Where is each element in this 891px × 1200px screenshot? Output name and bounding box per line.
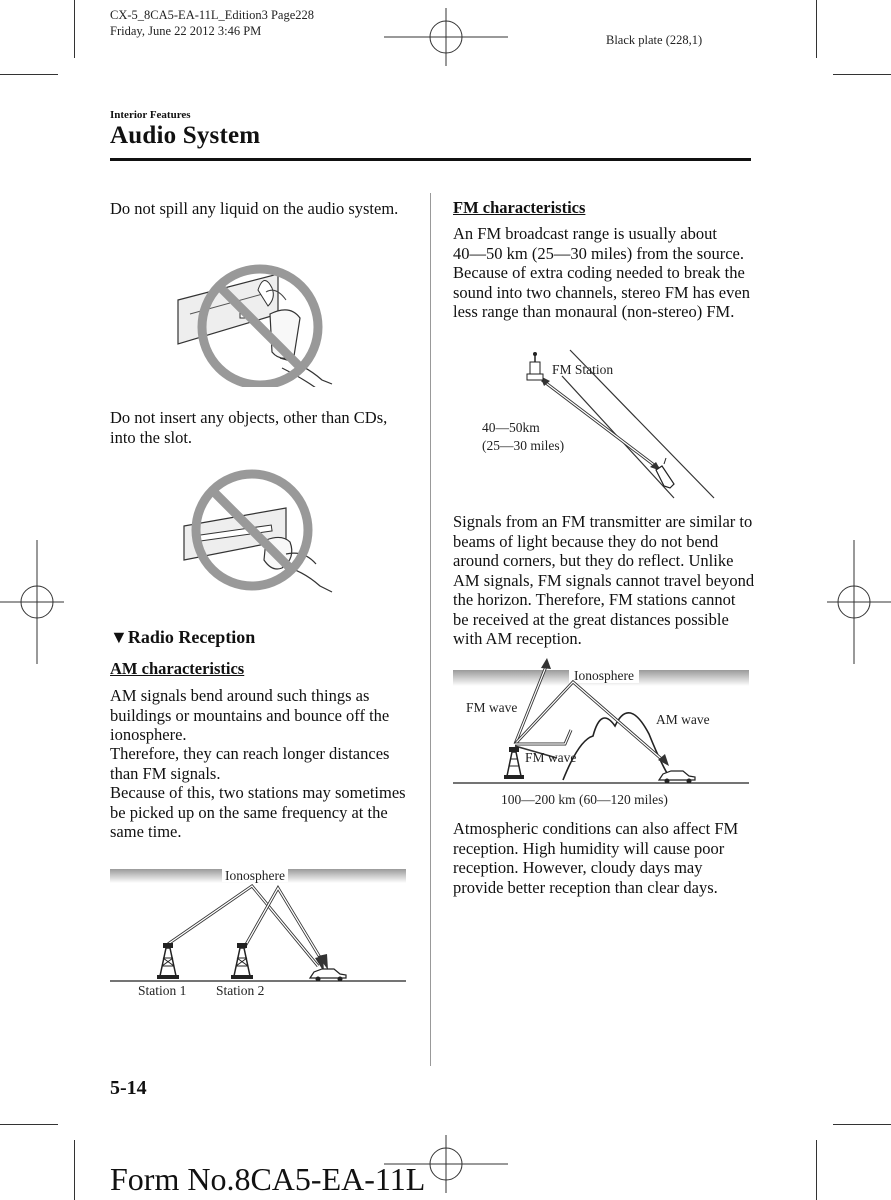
am-paragraph-1: AM signals bend around such things as buildings or mountains and bounce off the ionosphere. [110, 686, 390, 744]
range-miles-label: (25—30 miles) [482, 438, 565, 453]
caution-no-objects: Do not insert any objects, other than CDs, into the slot. [110, 408, 388, 447]
fm-am-wave-figure [453, 654, 749, 810]
fm-paragraph-3: Atmospheric conditions can also affect FM reception. High humidity will cause poor reception. However, cloudy days may provide better reception than clear days. [453, 819, 739, 897]
am-paragraph-3: Because of this, two stations may sometimes be picked up on the same frequency at the same time. [110, 783, 406, 841]
fm-paragraph-1: An FM broadcast range is usually about 40―50 km (25―30 miles) from the source. Because of extra coding needed to break the sound into two channels, stereo FM has even less range than monaural (non-stereo) FM. [453, 224, 750, 321]
tower-icon [157, 943, 179, 979]
fm-range-figure [478, 346, 718, 502]
triangle-down-icon: ▼ [110, 627, 128, 647]
form-number: Form No.8CA5-EA-11L [110, 1161, 426, 1197]
car-icon [310, 969, 346, 982]
title-rule [110, 158, 751, 161]
distance-label: 100—200 km (60—120 miles) [501, 792, 668, 807]
crop-mark [833, 74, 891, 75]
no-objects-illustration [178, 468, 340, 596]
registration-mark-icon [0, 540, 64, 664]
crop-mark [74, 0, 75, 58]
station2-label: Station 2 [216, 983, 265, 998]
crop-mark [0, 74, 58, 75]
fm-characteristics-heading: FM characteristics [453, 198, 586, 217]
page-title: Audio System [110, 122, 261, 149]
crop-mark [74, 1140, 75, 1200]
range-km-label: 40—50km [482, 420, 540, 435]
print-date-line: Friday, June 22 2012 3:46 PM [110, 24, 262, 38]
am-wave-label: AM wave [656, 712, 710, 727]
fm-wave-bottom-label: FM wave [525, 750, 577, 765]
print-file-line: CX-5_8CA5-EA-11L_Edition3 Page228 [110, 8, 315, 22]
caution-no-liquid: Do not spill any liquid on the audio system. [110, 199, 399, 218]
car-icon [656, 458, 674, 488]
crop-mark [816, 1140, 817, 1200]
tower-icon [504, 747, 524, 779]
no-liquid-illustration [170, 262, 340, 387]
fm-paragraph-2: Signals from an FM transmitter are similar to beams of light because they do not bend around corners, but they do reflect. Unlike AM signals, FM signals cannot travel beyond the horizon. Therefore, FM stations cannot be received at the great distances possible with AM reception. [453, 512, 755, 648]
fm-station-label: FM Station [552, 362, 614, 377]
station1-label: Station 1 [138, 983, 187, 998]
am-paragraph-2: Therefore, they can reach longer distances than FM signals. [110, 744, 390, 783]
column-divider [430, 193, 431, 1066]
car-icon [659, 771, 695, 784]
page-number: 5-14 [110, 1077, 147, 1099]
registration-mark-icon [384, 8, 508, 66]
tower-icon [527, 352, 543, 380]
am-reception-figure [110, 866, 406, 1004]
tower-icon [231, 943, 253, 979]
plate-label: Black plate (228,1) [606, 33, 703, 47]
crop-mark [816, 0, 817, 58]
ionosphere-label: Ionosphere [574, 668, 634, 683]
radio-reception-heading: ▼Radio Reception [110, 627, 256, 647]
registration-mark-icon [827, 540, 891, 664]
crop-mark [0, 1124, 58, 1125]
ionosphere-label: Ionosphere [225, 868, 285, 883]
section-label: Interior Features [110, 109, 191, 121]
crop-mark [833, 1124, 891, 1125]
fm-wave-top-label: FM wave [466, 700, 518, 715]
am-characteristics-heading: AM characteristics [110, 659, 245, 678]
